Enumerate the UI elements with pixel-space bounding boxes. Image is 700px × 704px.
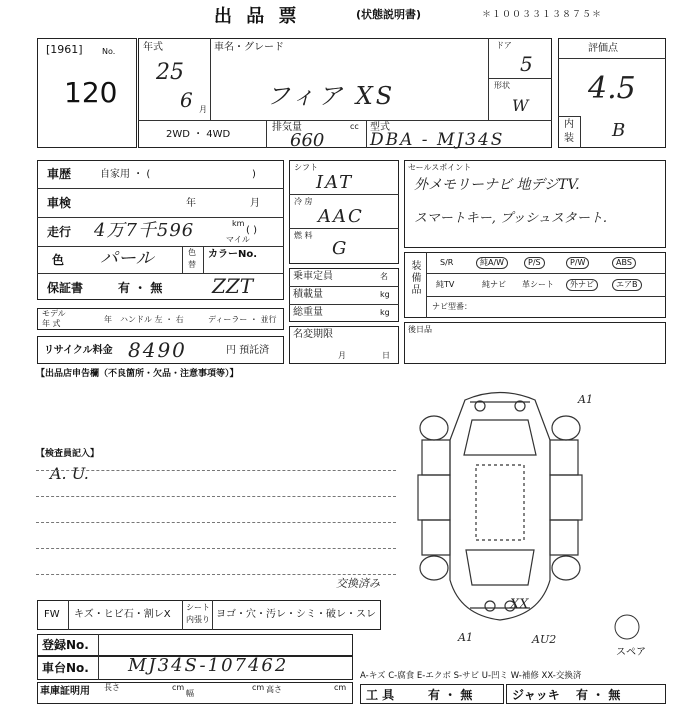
inspection-month: 月 bbox=[250, 198, 260, 209]
fw-label: FW bbox=[44, 609, 60, 620]
sales-points-label: セールスポイント bbox=[408, 163, 472, 172]
recycle-value: 8490 bbox=[128, 338, 187, 362]
shape-value: W bbox=[512, 96, 529, 115]
form-title: 出 品 票 bbox=[214, 6, 301, 27]
car-damage-diagram bbox=[410, 380, 590, 640]
diagram-mark-au2: AU2 bbox=[532, 633, 557, 646]
name-change-day: 日 bbox=[382, 351, 390, 360]
inspector-label: 【検査員記入】 bbox=[36, 449, 100, 459]
notes-label: 【出品店申告欄（不良箇所・欠品・注意事項等）】 bbox=[36, 369, 239, 379]
equip-ps: P/S bbox=[524, 257, 545, 269]
capacity-unit: 名 bbox=[380, 272, 388, 281]
spare-label: スペア bbox=[616, 647, 646, 658]
fuel-label: 燃 料 bbox=[294, 231, 313, 240]
later-items-label: 後日品 bbox=[408, 325, 432, 334]
spare-tire-icon bbox=[612, 612, 642, 642]
tools-label: 工 具 bbox=[366, 688, 395, 702]
mileage-value: 4万7千596 bbox=[94, 220, 195, 241]
equip-ext-navi: 外ナビ bbox=[566, 279, 598, 291]
model-value: DBA - MJ34S bbox=[370, 130, 505, 150]
ac-label: 冷 房 bbox=[294, 197, 313, 206]
lot-no-label: No. bbox=[102, 47, 116, 56]
name-change-label: 名変期限 bbox=[293, 329, 333, 340]
interior-value: B bbox=[612, 120, 626, 141]
sales-points-line-2: スマートキー, プッシュスタート. bbox=[414, 211, 607, 226]
month-unit: 月 bbox=[199, 105, 207, 114]
mileage-label: 走行 bbox=[47, 225, 72, 239]
recycle-label: リサイクル料金 bbox=[44, 345, 113, 356]
diagram-mark-xx: XX bbox=[510, 597, 529, 612]
shift-value: IAT bbox=[316, 172, 354, 193]
mileage-unit-km: km bbox=[232, 219, 245, 228]
lot-code: [1961] bbox=[46, 43, 83, 56]
cert-cm-3: cm bbox=[334, 683, 347, 692]
history-options: 自家用 ・ ( bbox=[100, 169, 151, 180]
diagram-mark-replaced: 交換済み bbox=[336, 577, 380, 590]
fuel-value: G bbox=[332, 238, 347, 259]
equip-tv: 純TV bbox=[436, 280, 455, 289]
equipment-label: 装備品 bbox=[409, 260, 420, 296]
grade-value: 4.5 bbox=[588, 71, 636, 106]
name-change-month: 月 bbox=[338, 351, 346, 360]
later-items-box bbox=[404, 322, 666, 364]
year-label: 年式 bbox=[143, 42, 163, 53]
car-name-label: 車名・グレード bbox=[214, 42, 284, 53]
interior-label-1: 内 bbox=[564, 119, 574, 130]
displacement-label: 排気量 bbox=[272, 122, 302, 133]
color-label: 色 bbox=[52, 253, 65, 267]
recycle-unit: 円 預託済 bbox=[226, 345, 270, 356]
equip-sr: S/R bbox=[440, 258, 454, 267]
equip-aw: 純A/W bbox=[476, 257, 508, 269]
equip-pw: P/W bbox=[566, 257, 589, 269]
fw-seat-label-2: 内張り bbox=[186, 615, 210, 624]
cert-cm-2: cm bbox=[252, 683, 265, 692]
navi-model-label: ナビ型番： bbox=[432, 302, 472, 311]
equip-navi: 純ナビ bbox=[482, 280, 506, 289]
load-label: 積載量 bbox=[293, 289, 323, 300]
warranty-label: 保証書 bbox=[47, 281, 84, 295]
door-label: ドア bbox=[496, 41, 512, 50]
cert-label: 車庫証明用 bbox=[40, 686, 90, 697]
fw-seat-items: ヨゴ・穴・汚レ・シミ・破レ・スレ bbox=[216, 609, 376, 620]
sales-points-line-1: 外メモリーナビ 地デジTV. bbox=[414, 177, 580, 193]
shift-label: シフト bbox=[294, 163, 318, 172]
inspection-label: 車検 bbox=[47, 196, 72, 210]
model-year-dealer: ディーラー ・ 並行 bbox=[208, 315, 277, 324]
gross-label: 総重量 bbox=[293, 307, 323, 318]
year-value: 25 bbox=[156, 60, 184, 85]
barcode-text: ＊１００３３１３８７５＊ bbox=[482, 10, 603, 20]
ac-value: AAC bbox=[318, 206, 364, 227]
sales-points-box bbox=[404, 160, 666, 248]
door-value: 5 bbox=[520, 52, 533, 76]
cert-width: 幅 bbox=[186, 689, 194, 698]
tools-options: 有 ・ 無 bbox=[428, 688, 473, 702]
color-value: パール bbox=[100, 248, 154, 269]
interior-label-2: 装 bbox=[564, 133, 574, 144]
displacement-unit: cc bbox=[350, 122, 359, 131]
car-name-value: フィア XS bbox=[266, 82, 396, 110]
model-year-label-2: 年 式 bbox=[42, 319, 61, 328]
form-subtitle: (状態説明書) bbox=[356, 8, 422, 21]
history-label: 車歴 bbox=[47, 167, 72, 181]
jack-label: ジャッキ bbox=[512, 688, 560, 702]
diagram-mark-a1-top: A1 bbox=[578, 393, 593, 406]
mileage-paren: ( ) bbox=[246, 225, 257, 236]
inspector-value: A. U. bbox=[50, 464, 89, 483]
model-year-handle: ハンドル 左 ・ 右 bbox=[120, 315, 184, 324]
model-year-year: 年 bbox=[104, 315, 112, 324]
fw-items: キズ・ヒビ石・割レX bbox=[74, 609, 171, 620]
drive-label: 2WD ・ 4WD bbox=[166, 129, 231, 140]
color-sub-1: 色 bbox=[188, 248, 196, 257]
model-year-label-1: モデル bbox=[42, 309, 66, 318]
load-unit: kg bbox=[380, 290, 390, 299]
registration-label: 登録No. bbox=[42, 638, 89, 652]
fw-seat-label-1: シート bbox=[186, 603, 210, 612]
color-code-label: カラーNo. bbox=[208, 249, 258, 260]
mileage-unit-mile: マイル bbox=[226, 235, 250, 244]
displacement-value: 660 bbox=[290, 130, 325, 151]
gross-unit: kg bbox=[380, 308, 390, 317]
color-code-value: ZZT bbox=[212, 274, 254, 298]
chassis-label: 車台No. bbox=[42, 661, 89, 675]
color-sub-2: 替 bbox=[188, 260, 196, 269]
equip-leather: 革シート bbox=[522, 280, 554, 289]
inspection-year: 年 bbox=[186, 198, 196, 209]
warranty-options: 有 ・ 無 bbox=[118, 281, 163, 295]
model-label: 型式 bbox=[370, 122, 390, 133]
cert-height: 高さ bbox=[266, 685, 282, 694]
grade-label: 評価点 bbox=[588, 43, 618, 54]
jack-options: 有 ・ 無 bbox=[576, 688, 621, 702]
equip-airbag: エアB bbox=[612, 279, 642, 291]
damage-legend: A-キズ C-腐食 E-エクボ S-サビ U-凹ミ W-補修 XX-交換済 bbox=[360, 671, 582, 681]
month-value: 6 bbox=[180, 88, 193, 112]
cert-cm-1: cm bbox=[172, 683, 185, 692]
shape-label: 形状 bbox=[494, 81, 510, 90]
lot-number: 120 bbox=[64, 76, 118, 109]
capacity-label: 乗車定員 bbox=[293, 271, 333, 282]
history-close: ) bbox=[252, 169, 256, 180]
equip-abs: ABS bbox=[612, 257, 636, 269]
cert-length: 長さ bbox=[104, 683, 120, 692]
diagram-mark-a1-bottom: A1 bbox=[458, 631, 473, 644]
chassis-value: MJ34S-107462 bbox=[128, 655, 289, 676]
